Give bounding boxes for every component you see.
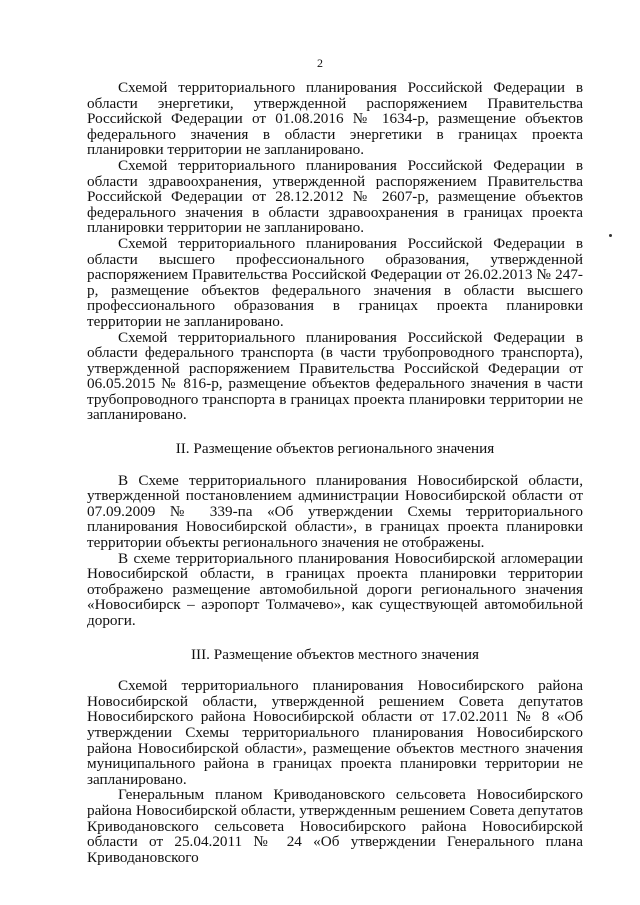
paragraph-agglomeration: В схеме территориального планирования Новосибирской агломерации Новосибирской области, в границах проекта планировки территории отображено размещение автомобильной дороги регионального значения «Новосибирск – аэропорт Толмачево», как существующей автомобильной дороги. [87,549,583,629]
paragraph-regional-scheme: В Схеме территориального планирования Новосибирской области, утвержденной постановлением администрации Новосибирской области от 07.09.2009 № 339-па «Об утверждении Схемы территориального планирования Новосибирской области», в границах проекта планировки территории объекты регионального значения не отображены. [87,471,583,552]
heading-local: III. Размещение объектов местного значения [191,645,479,663]
paragraph-education: Схемой территориального планирования Российской Федерации в области высшего профессионального образования, утвержденной распоряжением Правительства Российской Федерации от 26.02.2013 № 247-р, размещение объектов федерального значения в области высшего профессионального образования в границах проекта планировки территории не запланировано. [87,234,583,330]
heading-regional: II. Размещение объектов регионального значения [175,440,495,458]
paragraph-district-scheme: Схемой территориального планирования Новосибирского района Новосибирской области, утвержденной решением Совета депутатов Новосибирского района Новосибирской области от 17.02.2011 № 8 «Об утверждении Схемы территориального планирования Новосибирского района Новосибирской области», размещение объектов местного значения муниципального района в границах проекта планировки территории не запланировано. [87,677,583,788]
document-body [87,80,583,865]
page-number: 2 [317,56,323,70]
paragraph-transport: Схемой территориального планирования Российской Федерации в области федерального транспорта (в части трубопроводного транспорта), утвержденной распоряжением Правительства Российской Федерации от 06.05.2015 № 816-р, размещение объектов федерального значения в части трубопроводного транспорта в границах проекта планировки территории не запланировано. [87,328,583,424]
paragraph-general-plan: Генеральным планом Криводановского сельсовета Новосибирского района Новосибирской области, утвержденным решением Совета депутатов Криводановского сельсовета Новосибирского района Новосибирской области от 25.04.2011 № 24 «Об утверждении Генерального плана Криводановского [87,786,583,866]
margin-mark [609,234,612,237]
paragraph-healthcare: Схемой территориального планирования Российской Федерации в области здравоохранения, утвержденной распоряжением Правительства Российской Федерации от 28.12.2012 № 2607-р, размещение объектов федерального значения в области здравоохранения в границах проекта планировки территории не запланировано. [87,156,583,237]
paragraph-energy: Схемой территориального планирования Российской Федерации в области энергетики, утвержденной распоряжением Правительства Российской Федерации от 01.08.2016 № 1634-р, размещение объектов федерального значения в области энергетики в границах проекта планировки территории не запланировано. [87,79,583,159]
